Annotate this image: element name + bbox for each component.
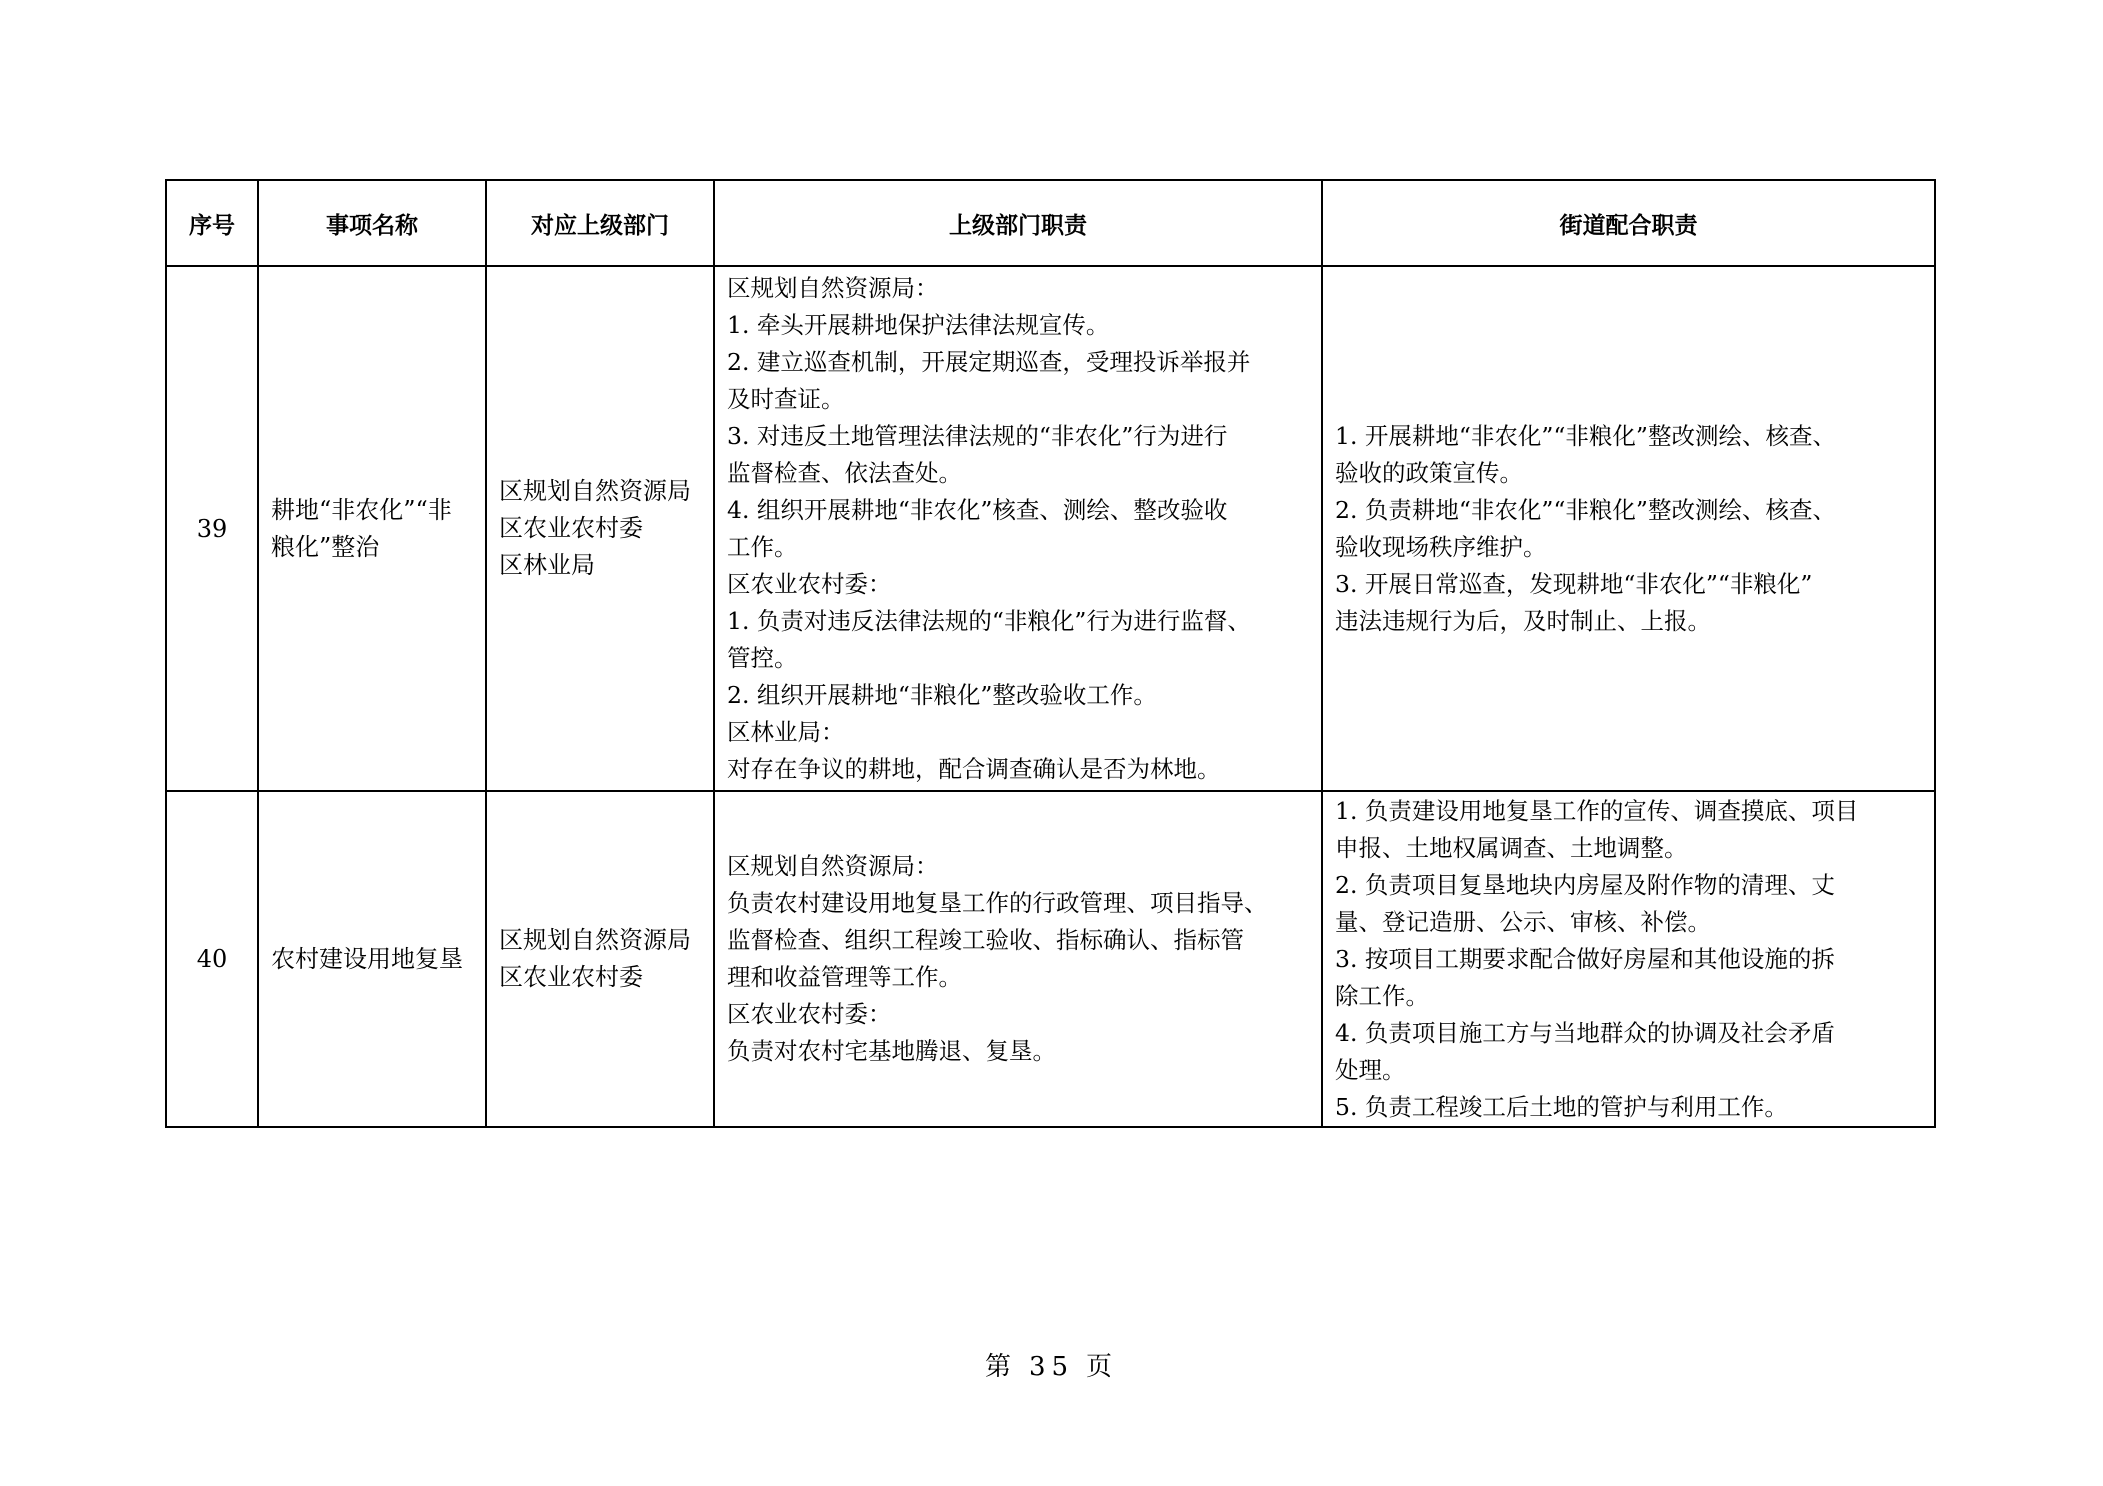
page-footer xyxy=(0,1346,2103,1383)
duty-line: 4. 组织开展耕地“非农化”核查、测绘、整改验收 xyxy=(727,495,1228,524)
dept-line: 区农业农村委 xyxy=(499,963,643,991)
duty-line: 处理。 xyxy=(1335,1055,1406,1084)
dept-line: 区规划自然资源局 xyxy=(499,477,691,505)
street-duties-cell xyxy=(1322,791,1935,1127)
header-street-duties: 街道配合职责 xyxy=(1322,180,1935,266)
duty-line: 3. 对违反土地管理法律法规的“非农化”行为进行 xyxy=(727,421,1228,450)
duty-line: 除工作。 xyxy=(1335,981,1429,1010)
duty-line: 5. 负责工程竣工后土地的管护与利用工作。 xyxy=(1335,1092,1788,1121)
duty-table xyxy=(165,179,1936,1128)
duty-line: 理和收益管理等工作。 xyxy=(727,963,962,991)
duty-line: 区林业局： xyxy=(727,717,845,746)
header-row xyxy=(166,180,1935,266)
table-row xyxy=(166,266,1935,791)
header-superior-duties: 上级部门职责 xyxy=(714,180,1322,266)
duty-line: 1. 开展耕地“非农化”“非粮化”整改测绘、核查、 xyxy=(1335,421,1836,450)
duty-line: 负责对农村宅基地腾退、复垦。 xyxy=(727,1037,1056,1065)
duty-line: 区农业农村委： xyxy=(727,1000,892,1028)
duty-line: 量、登记造册、公示、审核、补偿。 xyxy=(1335,907,1711,936)
header-item-name: 事项名称 xyxy=(258,180,486,266)
duty-line: 验收的政策宣传。 xyxy=(1335,458,1523,487)
row-number: 39 xyxy=(166,266,258,791)
header-seq: 序号 xyxy=(166,180,258,266)
dept-line: 区农业农村委 xyxy=(499,514,643,542)
duty-line: 及时查证。 xyxy=(727,384,845,413)
footer-suffix: 页 xyxy=(1086,1352,1119,1382)
street-duties-cell xyxy=(1322,266,1935,791)
duty-line: 工作。 xyxy=(727,532,798,561)
superior-dept-cell xyxy=(486,266,714,791)
item-name: 耕地“非农化”“非粮化”整治 xyxy=(258,266,486,791)
superior-dept-cell xyxy=(486,791,714,1127)
duty-line: 2. 建立巡查机制，开展定期巡查，受理投诉举报并 xyxy=(727,347,1251,376)
dept-line: 区林业局 xyxy=(499,551,595,579)
duty-line: 验收现场秩序维护。 xyxy=(1335,532,1547,561)
duty-line: 2. 负责耕地“非农化”“非粮化”整改测绘、核查、 xyxy=(1335,495,1836,524)
duty-line: 负责农村建设用地复垦工作的行政管理、项目指导、 xyxy=(727,889,1268,917)
duty-line: 区规划自然资源局： xyxy=(727,852,939,880)
duty-line: 区规划自然资源局： xyxy=(727,273,939,302)
duty-line: 管控。 xyxy=(727,643,798,672)
duty-line: 对存在争议的耕地，配合调查确认是否为林地。 xyxy=(727,754,1221,783)
duty-line: 监督检查、依法查处。 xyxy=(727,458,962,487)
item-name: 农村建设用地复垦 xyxy=(258,791,486,1127)
page-number: 35 xyxy=(1028,1352,1075,1382)
table-row xyxy=(166,791,1935,1127)
row-number: 40 xyxy=(166,791,258,1127)
duty-line: 2. 负责项目复垦地块内房屋及附作物的清理、丈 xyxy=(1335,870,1835,899)
dept-line: 区规划自然资源局 xyxy=(499,926,691,954)
duty-line: 违法违规行为后，及时制止、上报。 xyxy=(1335,606,1711,635)
superior-duties-cell xyxy=(714,266,1322,791)
duty-line: 申报、土地权属调查、土地调整。 xyxy=(1335,833,1688,862)
duty-line: 4. 负责项目施工方与当地群众的协调及社会矛盾 xyxy=(1335,1018,1835,1047)
duty-line: 区农业农村委： xyxy=(727,569,892,598)
superior-duties-cell xyxy=(714,791,1322,1127)
duty-line: 1. 负责建设用地复垦工作的宣传、调查摸底、项目 xyxy=(1335,796,1859,825)
duty-line: 1. 负责对违反法律法规的“非粮化”行为进行监督、 xyxy=(727,606,1251,635)
duty-line: 3. 按项目工期要求配合做好房屋和其他设施的拆 xyxy=(1335,944,1835,973)
duty-line: 3. 开展日常巡查，发现耕地“非农化”“非粮化” xyxy=(1335,569,1813,598)
duty-line: 2. 组织开展耕地“非粮化”整改验收工作。 xyxy=(727,680,1157,709)
header-superior-dept: 对应上级部门 xyxy=(486,180,714,266)
footer-prefix: 第 xyxy=(984,1352,1017,1382)
duty-line: 1. 牵头开展耕地保护法律法规宣传。 xyxy=(727,310,1110,339)
duty-line: 监督检查、组织工程竣工验收、指标确认、指标管 xyxy=(727,926,1244,954)
